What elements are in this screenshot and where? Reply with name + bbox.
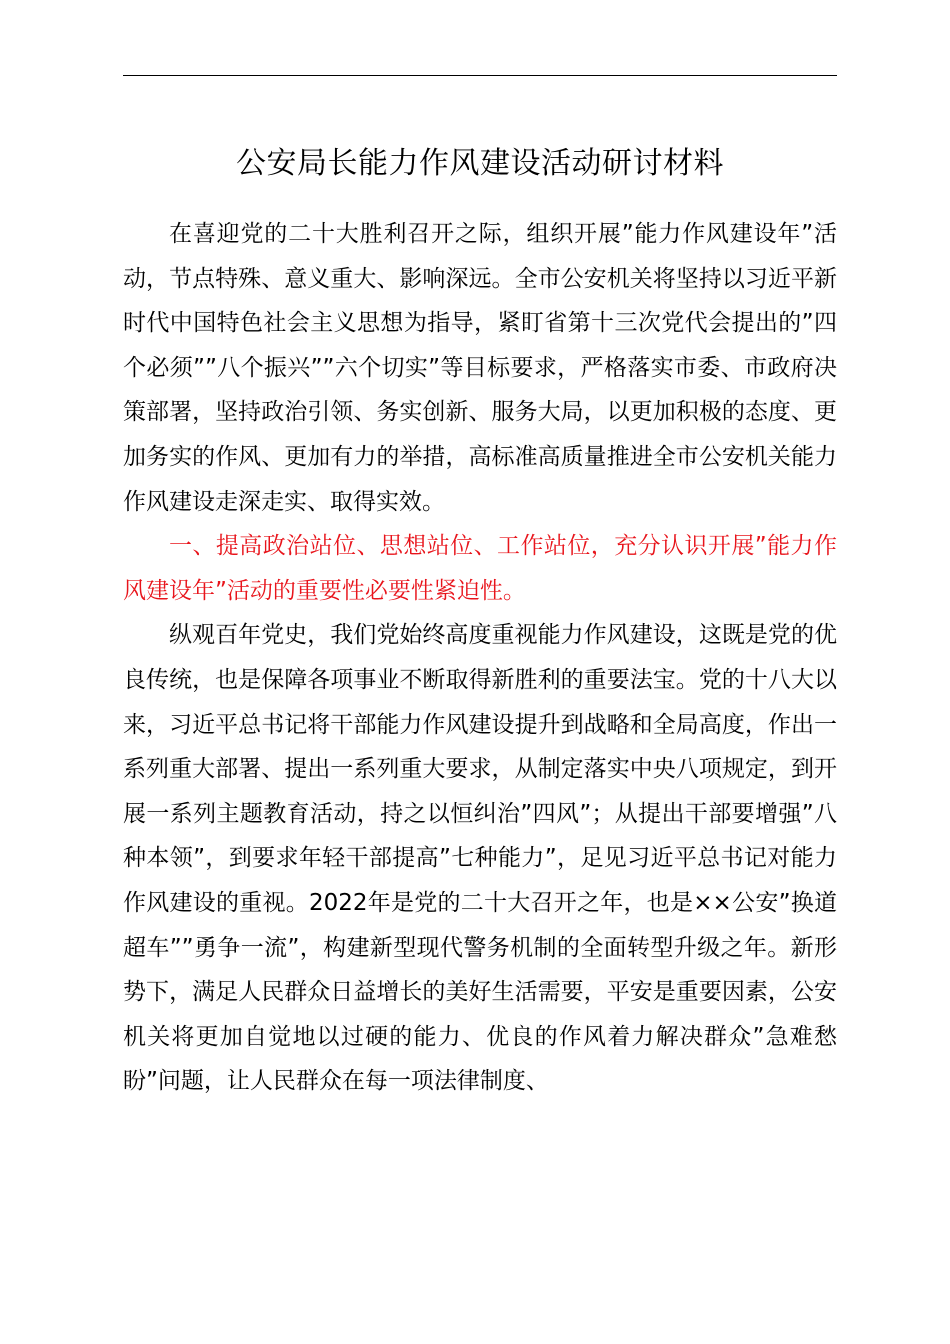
section-heading-1: 一、提高政治站位、思想站位、工作站位，充分认识开展”能力作风建设年”活动的重要性必要性紧迫性。: [123, 533, 837, 604]
body-paragraph: 纵观百年党史，我们党始终高度重视能力作风建设，这既是党的优良传统，也是保障各项事业不断取得新胜利的重要法宝。党的十八大以来，习近平总书记将干部能力作风建设提升到战略和全局高度，作出一系列重大部署、提出一系列重大要求，从制定落实中央八项规定，到开展一系列主题教育活动，持之以恒纠治”四风”；从提出干部要增强”八种本领”，到要求年轻干部提高”七种能力”，足见习近平总书记对能力作风建设的重视。2022年是党的二十大召开之年，也是××公安”换道超车””勇争一流”，构建新型现代警务机制的全面转型升级之年。新形势下，满足人民群众日益增长的美好生活需要，平安是重要因素，公安机关将更加自觉地以过硬的能力、优良的作风着力解决群众”急难愁盼”问题，让人民群众在每一项法律制度、: [123, 622, 837, 1095]
intro-paragraph: 在喜迎党的二十大胜利召开之际，组织开展”能力作风建设年”活动，节点特殊、意义重大、影响深远。全市公安机关将坚持以习近平新时代中国特色社会主义思想为指导，紧盯省第十三次党代会提出的”四个必须””八个振兴””六个切实”等目标要求，严格落实市委、市政府决策部署，坚持政治引领、务实创新、服务大局，以更加积极的态度、更加务实的作风、更加有力的举措，高标准高质量推进全市公安机关能力作风建设走深走实、取得实效。: [123, 221, 837, 515]
document-body: [123, 212, 837, 1104]
header-rule: [123, 75, 837, 76]
document-title: 公安局长能力作风建设活动研讨材料: [236, 146, 724, 181]
